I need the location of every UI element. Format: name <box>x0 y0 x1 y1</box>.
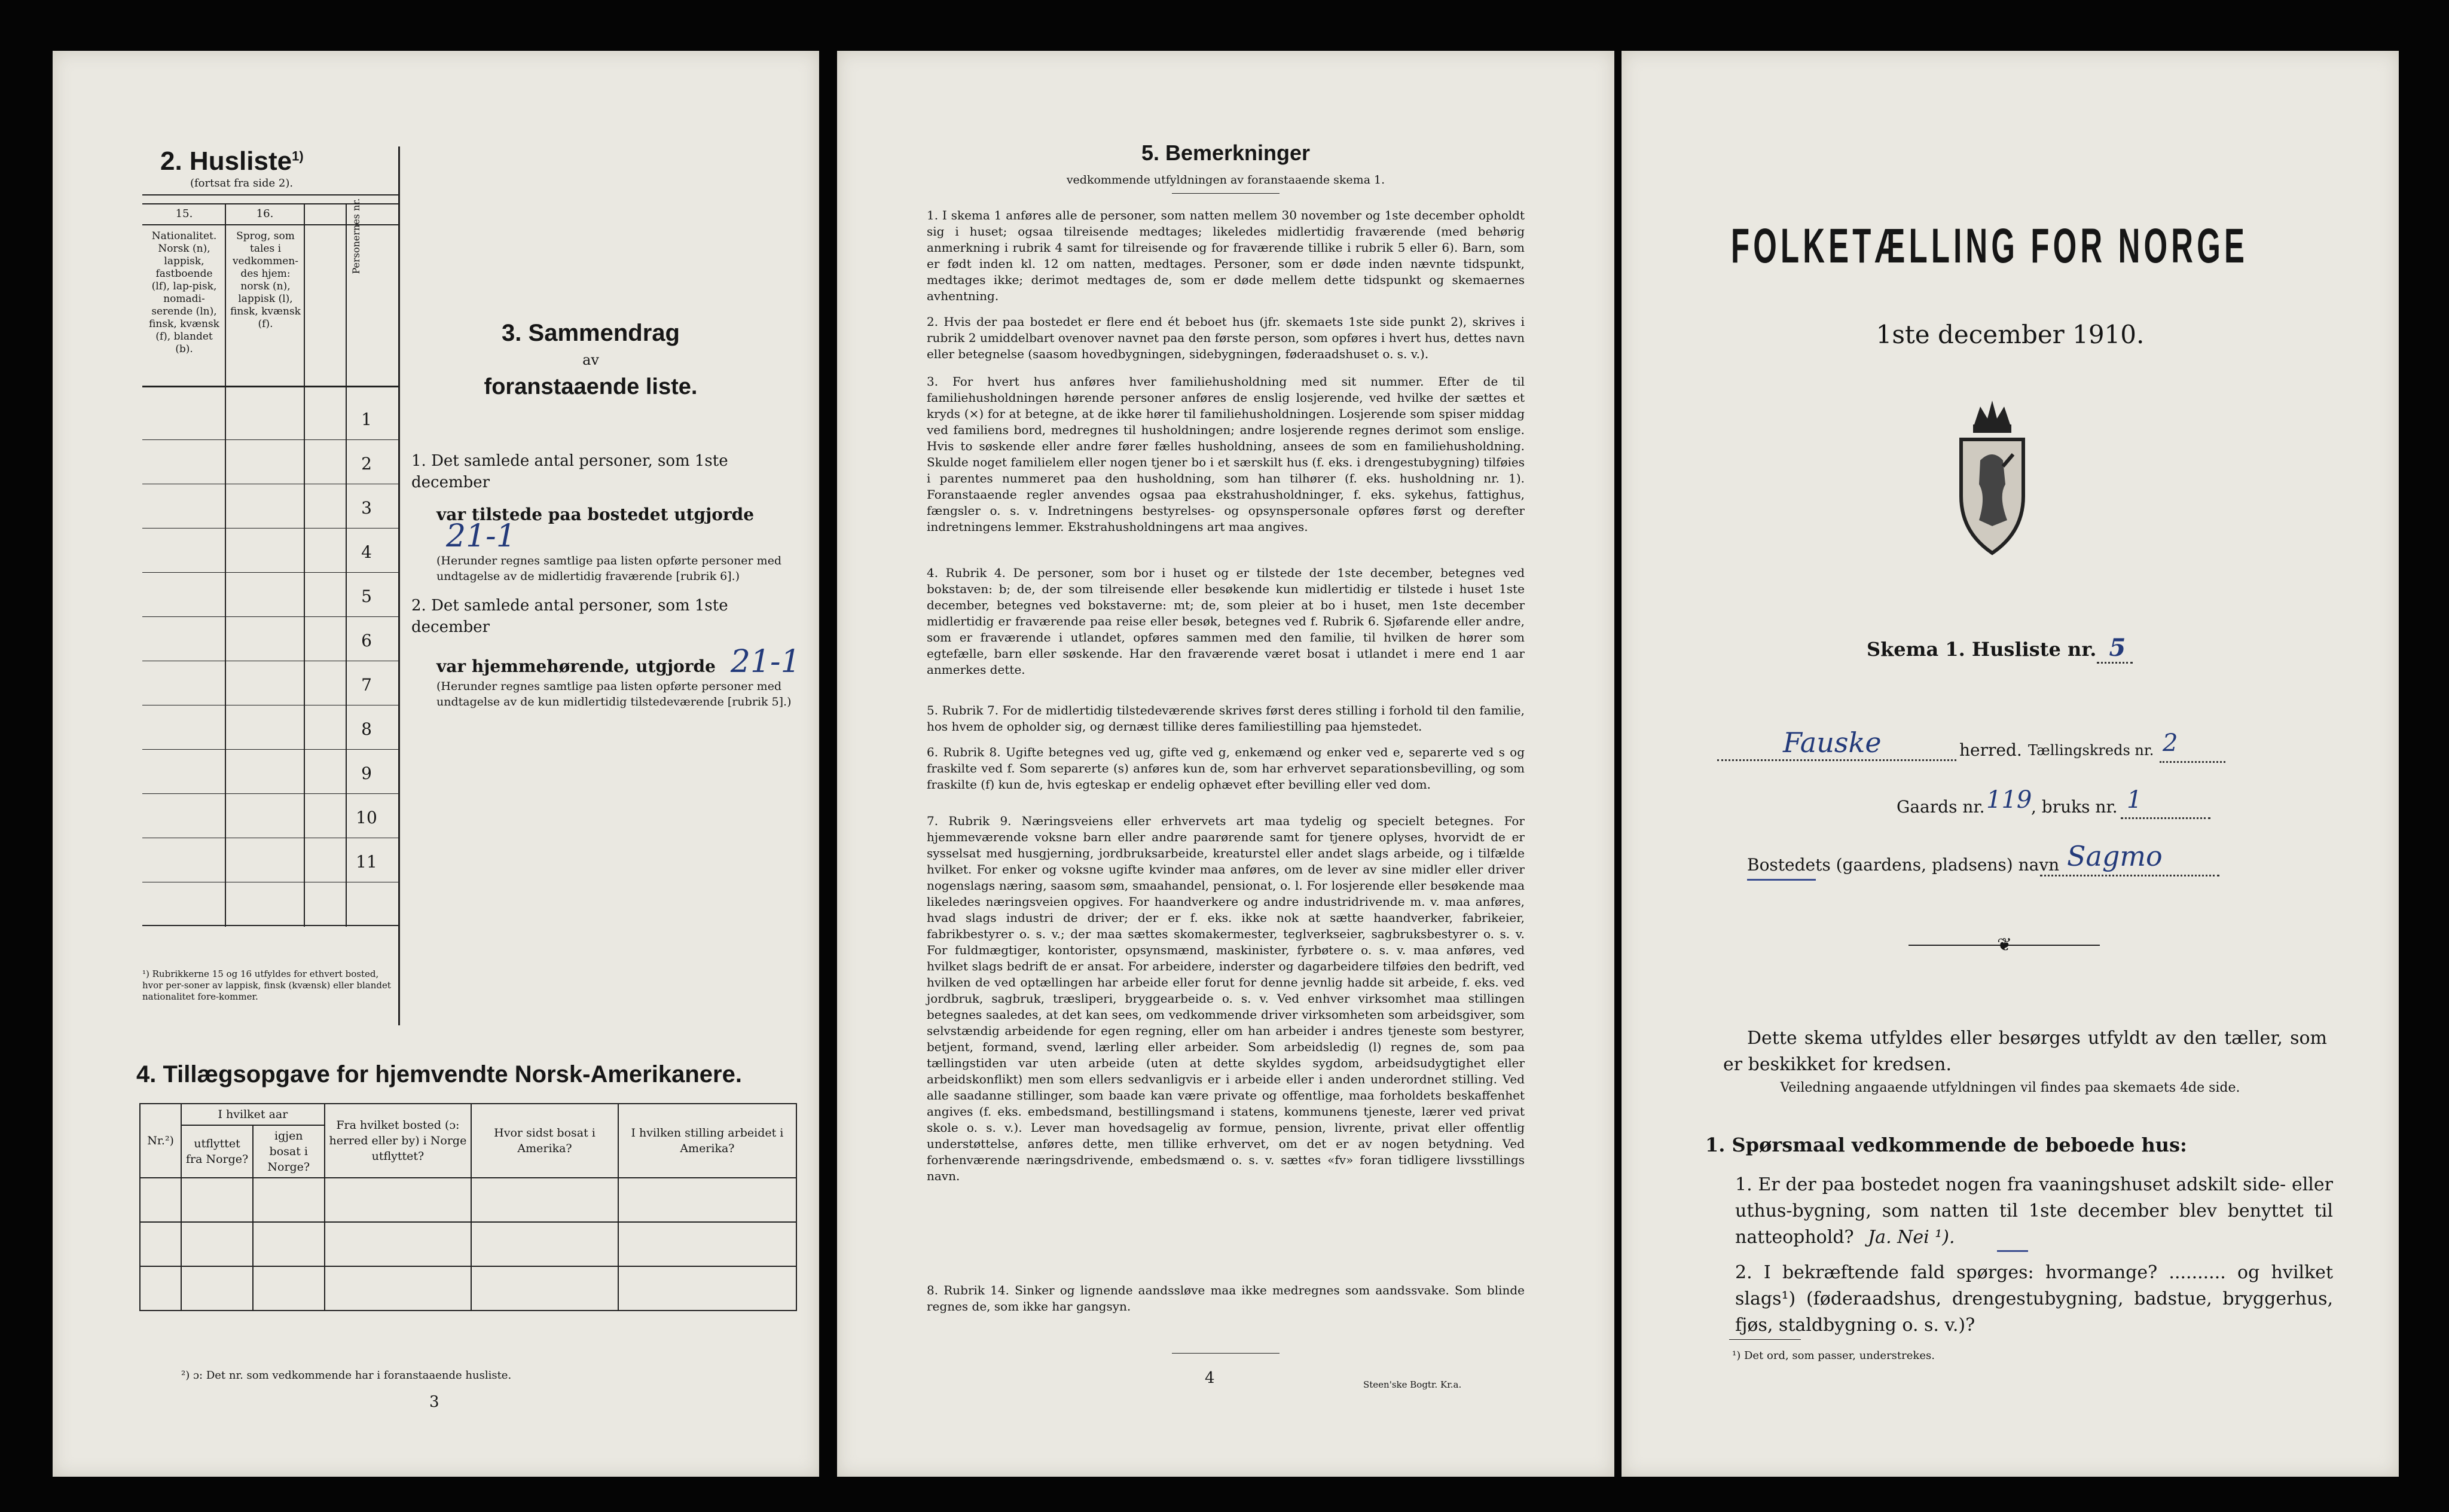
row-number: 9 <box>361 763 372 783</box>
col-personernes-nr: Personernes nr. <box>350 198 362 274</box>
kreds-value: 2 <box>2163 729 2178 757</box>
tillaeg-title: 4. Tillægsopgave for hjemvendte Norsk-Amerikanere. <box>136 1061 742 1088</box>
summary-item-1 <box>411 450 806 584</box>
row-number: 4 <box>361 542 372 562</box>
question-2: 2. I bekræftende fald spørges: hvormange? .......... og hvilket slags¹) (føderaadshus, drengestubygning, badstue, bryggerhus, fjøs, staldbygning o. s. v.)? <box>1735 1262 2333 1336</box>
question-1: 1. Er der paa bostedet nogen fra vaaningshuset adskilt side- eller uthus-bygning, som natten til 1ste december blev benyttet til natteophold? Ja. Nei ¹). <box>1735 1174 2333 1248</box>
col16-header: Sprog, som tales i vedkommen-des hjem: norsk (n), lappisk (l), finsk, kvænsk (f). <box>230 230 301 330</box>
remark-7: 7. Rubrik 9. Næringsveiens eller erhvervets art maa tydelig og specielt betegnes. For hjemmeværende voksne barn eller andre paarørende samt for tjenere oplyses, hvorvidt de er sysselsat med husgjerning, jordbruksarbeide, kreaturstel eller andet slags arbeide, og i tilfælde hvilket. For enker og voksne ugifte kvinder maa anføres, om de lever av sine midler eller driver nogenslags næring, saasom søm, smaahandel, pensionat, o. l. For losjerende eller besøkende maa likeledes næringsveien opgives. For haandverkere og andre industridrivende m. v. maa anføres, hvad slags industri de driver; der er f. eks. ikke nok at sætte haandverker, fabrikeier, fabrikbestyrer o. s. v.; der maa sættes skomakermester, teglverkseier, sagbruksbestyrer o. s. v. For fuldmægtiger, kontorister, opsynsmænd, maskinister, fyrbøtere o. s. v. maa anføres, ved hvilket slags bedrift de er ansat. For arbeidere, inderster og dagarbeidere tilføies den bedrift, ved hvilken de ved optællingen har arbeide eller forut for denne jevnlig hadde sit arbeide, f. eks. ved jordbruk, sagbruk, træsliperi, bryggearbeide o. s. v. Ved enhver virksomhet maa stillingen betegnes saaledes, at det kan sees, om vedkommende driver virksomheten som arbeidsgiver, som selvstændig arbeidende for egen regning, eller om han arbeider i andres tjeneste som bestyrer, betjent, formand, svend, lærling eller arbeider. Som arbeidsledig (l) regnes de, som paa tællingstiden var uten arbeide (uten at dette skyldes sygdom, arbeidsudygtighet eller arbeidskonflikt) men som ellers sedvanligvis er i arbeide eller i anden underordnet stilling. Ved alle saadanne stillinger, som baade kan være private og offentlige, maa forholdets beskaffenhet angives (f. eks. embedsmand, bestillingsmand i statens, kommunens tjeneste, lærer ved privat skole o. s. v.). Lever man hovedsagelig av formue, pension, livrente, privat eller offentlig understøttelse, anføres dette, men tillike erhvervet, om det er av nogen betydning. Ved forhenværende næringsdrivende, embedsmænd o. s. v. sættes «fv» foran tidligere livsstillings navn. <box>927 814 1525 1183</box>
bruks-value: 1 <box>2127 786 2142 814</box>
husliste-nr-value: 5 <box>2109 634 2126 662</box>
printer-mark: Steen'ske Bogtr. Kr.a. <box>1363 1379 1462 1390</box>
sammendrag-title: 3. Sammendrag <box>502 320 680 346</box>
item2-line-a: 2. Det samlede antal personer, som 1ste december <box>411 597 728 636</box>
row-number: 2 <box>361 454 372 474</box>
husliste-title: 2. Husliste$^{1)}$ <box>160 146 304 176</box>
item2-value: 21-1 <box>730 644 801 680</box>
item2-line-b: var hjemmehørende, utgjorde <box>436 656 716 676</box>
row-number: 6 <box>361 631 372 650</box>
norsk-amerikanere-table <box>139 1103 797 1311</box>
form-date: 1ste december 1910. <box>1876 320 2145 349</box>
sammendrag-av: av <box>582 352 599 368</box>
th-utflyttet: utflyttet fra Norge? <box>181 1125 253 1178</box>
item1-note: (Herunder regnes samtlige paa listen opførte personer med undtagelse av de midlertidig fraværende [rubrik 6].) <box>436 554 782 583</box>
th-i-hvilket-aar: I hvilket aar <box>181 1104 324 1125</box>
page-number-4: 4 <box>1205 1369 1215 1387</box>
th-hvor-sidst: Hvor sidst bosat i Amerika? <box>471 1104 618 1178</box>
th-nr: Nr.²) <box>140 1104 181 1178</box>
th-stilling: I hvilken stilling arbeidet i Amerika? <box>618 1104 796 1178</box>
th-fra-hvilket-bosted: Fra hvilket bosted (ɔ: herred eller by) i Norge utflyttet? <box>325 1104 472 1178</box>
questions-heading: 1. Spørsmaal vedkommende de beboede hus: <box>1705 1134 2187 1156</box>
page-number-3: 3 <box>429 1393 439 1411</box>
sammendrag-subtitle: foranstaaende liste. <box>484 374 698 399</box>
bosted-value: Sagmo <box>2067 840 2163 872</box>
skema-line <box>1867 634 2126 662</box>
row-number: 11 <box>356 852 377 872</box>
row-number: 10 <box>356 808 377 827</box>
footnote-right: ¹) Det ord, som passer, understrekes. <box>1732 1349 1935 1362</box>
footnote-1: ¹) Rubrikkerne 15 og 16 utfyldes for ethvert bosted, hvor per-soner av lappisk, finsk (kvænsk) eller blandet nationalitet fore-kommer. <box>142 969 391 1002</box>
item1-line-a: 1. Det samlede antal personer, som 1ste december <box>411 452 728 491</box>
item1-line-b: var tilstede paa bostedet utgjorde <box>436 505 755 524</box>
bemerkninger-title: 5. Bemerkninger <box>1141 140 1311 165</box>
item2-note: (Herunder regnes samtlige paa listen opførte personer med undtagelse av de kun midlertidig tilstedeværende [rubrik 5].) <box>436 680 792 708</box>
veiledning-text: Veiledning angaaende utfyldningen vil findes paa skemaets 4de side. <box>1780 1080 2240 1095</box>
item1-value: 21-1 <box>446 518 516 554</box>
ornament-icon: ❦ <box>1997 934 2013 955</box>
q1-answer: Ja. Nei ¹). <box>1868 1227 1955 1248</box>
row-number: 3 <box>361 498 372 518</box>
row-number: 1 <box>361 410 372 429</box>
row-number: 7 <box>361 675 372 695</box>
footnote-2: ²) ɔ: Det nr. som vedkommende har i foranstaaende husliste. <box>181 1369 512 1382</box>
intro-text: Dette skema utfyldes eller besørges utfyldt av den tæller, som er beskikket for kredsen. <box>1723 1028 2327 1075</box>
skema-label: Skema 1. Husliste nr. <box>1867 638 2097 661</box>
husliste-subtitle: (fortsat fra side 2). <box>190 177 294 190</box>
col15-number: 15. <box>175 207 193 220</box>
bemerkninger-subtitle: vedkommende utfyldningen av foranstaaende skema 1. <box>1066 173 1385 187</box>
page-right <box>1622 51 2399 1477</box>
bruks-label: , bruks nr. <box>2031 797 2118 817</box>
bosted-label: Bostedets (gaardens, pladsens) navn <box>1747 855 2060 875</box>
remark-2: 2. Hvis der paa bostedet er flere end ét beboet hus (jfr. skemaets 1ste side punkt 2), skrives i rubrik 2 umiddelbart ovenover navnet paa den første person, som opføres i hvert hus, dettes navn eller betegnelse (saasom hovedbygningen, sidebygningen, føderaadshuset o. s. v.). <box>927 314 1525 361</box>
herred-label: herred. <box>1959 740 2022 760</box>
col16-number: 16. <box>256 207 274 220</box>
th-igjen-bosat: igjen bosat i Norge? <box>253 1125 325 1178</box>
remark-1: 1. I skema 1 anføres alle de personer, som natten mellem 30 november og 1ste december opholdt sig i huset; ogsaa tilreisende medtages; likeledes midlertidig fraværende (med behørig anmerkning i rubrik 4 samt for tilreisende og for fraværende tillike i rubrik 5 eller 6). Barn, som er født inden kl. 12 om natten, medtages. Personer, som er døde inden nævnte tidspunkt, medtages ikke; derimot medtages de, som er døde mellem dette tidspunkt og skemaernes avhentning. <box>927 208 1525 303</box>
table-row <box>140 1178 796 1222</box>
remark-3: 3. For hvert hus anføres hver familiehusholdning med sit nummer. Efter de til familiehusholdningen hørende personer anføres de enslig losjerende, ved hvilke der sættes et kryds (×) for at betegne, at de ikke hører til familiehusholdningen. Losjerende som spiser middag ved familiens bord, medregnes til husholdningen; andre losjerende regnes derimot som enslige. Hvis to søskende eller andre fører fælles husholdning, ansees de som en familiehusholdning. Skulde noget familielem eller nogen tjener bo i et særskilt hus (f. eks. i drengestubygning) tilføies i parentes nummeret paa den husholdning, som han tilhører (f. eks. husholdning nr. 1). Foranstaaende regler anvendes ogsaa paa ekstrahusholdninger, f. eks. sykehus, fattighus, fængsler o. s. v. Indretningens bestyrelses- og opsynspersonale opføres først og derefter indretningens lemmer. Ekstrahusholdningens art maa angives. <box>927 374 1525 534</box>
herred-value: Fauske <box>1783 726 1882 759</box>
coat-of-arms-icon <box>1950 383 2034 564</box>
table-row <box>140 1222 796 1266</box>
table-row <box>140 1266 796 1311</box>
remark-5: 5. Rubrik 7. For de midlertidig tilstedeværende skrives først deres stilling i forhold til den familie, hos hvem de opholder sig, og dernæst tillike deres familiestilling paa hjemstedet. <box>927 703 1525 734</box>
row-number: 8 <box>361 719 372 739</box>
sammendrag-heading <box>435 320 746 400</box>
gaards-label: Gaards nr. <box>1897 797 1985 817</box>
gaards-value: 119 <box>1986 786 2032 814</box>
page-left <box>53 51 819 1477</box>
remark-4: 4. Rubrik 4. De personer, som bor i huset og er tilstede der 1ste december, betegnes ved bokstaven: b; de, der som tilreisende eller besøkende kun midlertidig er tilstede i huset 1ste december, betegnes ved bokstaverne: mt; de, som pleier at bo i huset, men 1ste december midlertidig er fraværende paa reise eller besøk, betegnes ved f. Rubrik 6. Sjøfarende eller andre, som er fraværende i utlandet, opføres sammen med den familie, til hvilken de hører som egtefælle, barn eller søskende. Har den fraværende været bosat i utlandet i mere end 1 aar anmerkes dette. <box>927 566 1525 677</box>
form-title: FOLKETÆLLING FOR NORGE <box>1731 219 2249 273</box>
col15-header: Nationalitet. Norsk (n), lappisk, fastboende (lf), lap-pisk, nomadi-serende (ln), finsk, kvænsk (f), blandet (b). <box>149 230 219 355</box>
page-middle <box>837 51 1614 1477</box>
summary-item-2 <box>411 595 806 710</box>
remark-6: 6. Rubrik 8. Ugifte betegnes ved ug, gifte ved g, enkemænd og enker ved e, separerte ved s og fraskilte ved f. Som separerte (s) anføres kun de, som har erhvervet separationsbevilling, og som fraskilte (f) kun de, hvis egteskap er endelig ophævet efter bevilling eller ved dom. <box>927 745 1525 792</box>
row-number: 5 <box>361 587 372 606</box>
kreds-label: Tællingskreds nr. <box>2028 742 2154 759</box>
remark-8: 8. Rubrik 14. Sinker og lignende aandssløve maa ikke medregnes som aandssvake. Som blinde regnes de, som ikke har gangsyn. <box>927 1283 1525 1314</box>
